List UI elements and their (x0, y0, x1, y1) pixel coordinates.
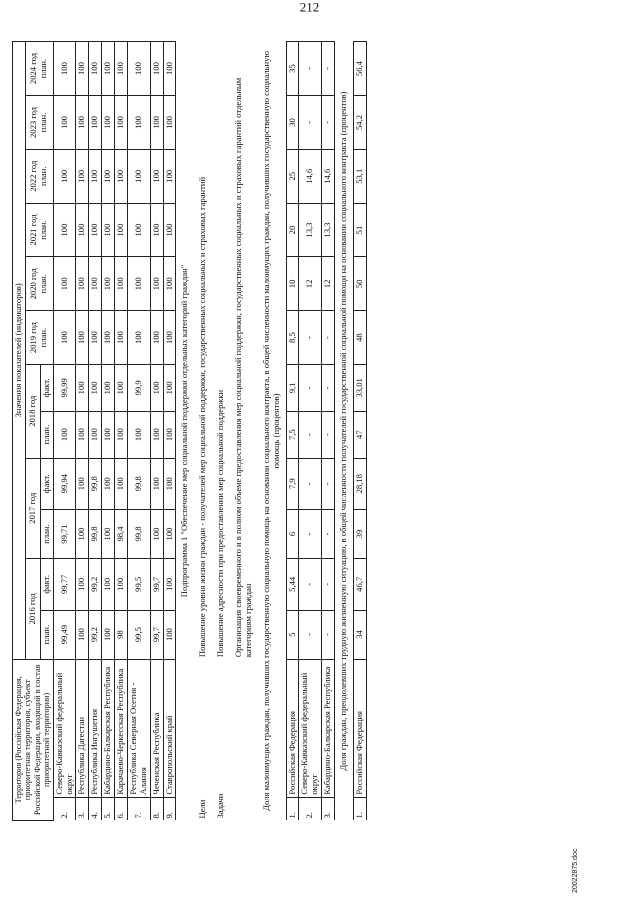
value-cell: 47 (353, 411, 366, 458)
value-cell: 100 (150, 149, 163, 203)
row-number: 4. (89, 797, 102, 820)
territory-name: Северо-Кавказский федеральный округ (53, 659, 76, 797)
sub-plan-2018: план. (40, 411, 53, 458)
value-cell: - (322, 559, 335, 610)
value-cell: 99,9 (127, 364, 150, 411)
value-cell: 100 (53, 203, 76, 257)
row-number: 5. (102, 797, 115, 820)
value-cell: 100 (115, 257, 128, 311)
value-cell: 6 (286, 509, 299, 558)
row-number: 3. (322, 797, 335, 820)
value-cell: 30 (286, 96, 299, 150)
value-cell: 12 (322, 257, 335, 311)
indicator-1-title: Доля малоимущих граждан, получивших государственную социальную помощь на основании социального контракта, в общей численности малоимущих граждан, получивших государственную социальную помощь (процентов) (260, 51, 281, 811)
value-cell: - (299, 509, 322, 558)
value-cell: 100 (102, 364, 115, 411)
row-number: 7. (127, 797, 150, 820)
value-cell: 100 (102, 42, 115, 96)
value-cell: 100 (76, 509, 89, 558)
value-cell: 100 (150, 96, 163, 150)
subprogram-title: Подпрограмма 1 "Обеспечение мер социальной поддержки отдельных категорий граждан" (179, 264, 190, 598)
value-cell: 100 (89, 96, 102, 150)
value-cell: 56,4 (353, 42, 366, 96)
value-cell: 100 (163, 559, 176, 610)
value-cell: 100 (163, 149, 176, 203)
value-cell: - (299, 311, 322, 365)
value-cell: 99,71 (53, 509, 76, 558)
value-cell: 100 (89, 311, 102, 365)
value-cell: 34 (353, 610, 366, 659)
value-cell: 100 (127, 311, 150, 365)
value-cell: - (299, 559, 322, 610)
territory-name: Кабардино-Балкарская Республика (322, 659, 335, 797)
goals-label: Цели (197, 799, 208, 819)
sub-plan-2017: план. (40, 509, 53, 558)
row-number: 1. (353, 797, 366, 820)
value-cell: 7,9 (286, 458, 299, 509)
territory-header: Территория (Российская Федерация, приоритетная территория, субъект Российской Федерации, входящий в состав приоритетной территории) (13, 659, 54, 820)
rows-indicator-2 (353, 42, 366, 821)
value-cell: 100 (102, 96, 115, 150)
table-row (163, 42, 176, 821)
value-cell: 53,1 (353, 149, 366, 203)
territory-name: Кабардино-Балкарская Республика (102, 659, 115, 797)
value-cell: 100 (150, 411, 163, 458)
year-header-2017: 2017 год (25, 458, 40, 559)
plan-year-2019: 2019 год план. (25, 311, 53, 365)
year-header-2018: 2018 год (25, 364, 40, 458)
table-row (76, 42, 89, 821)
value-cell: 100 (163, 311, 176, 365)
value-cell: 25 (286, 149, 299, 203)
value-cell: 46,7 (353, 559, 366, 610)
value-cell: 100 (76, 149, 89, 203)
value-cell: 100 (76, 364, 89, 411)
value-cell: 14,6 (299, 149, 322, 203)
value-cell: 99,8 (89, 509, 102, 558)
value-cell: 13,3 (322, 203, 335, 257)
value-cell: 100 (76, 559, 89, 610)
sub-plan-2016: план. (40, 610, 53, 659)
value-cell: 100 (76, 257, 89, 311)
value-cell: 99,5 (127, 610, 150, 659)
value-cell: 100 (163, 42, 176, 96)
value-cell: - (299, 364, 322, 411)
value-cell: 100 (115, 149, 128, 203)
value-cell: 100 (102, 559, 115, 610)
value-cell: 100 (102, 610, 115, 659)
value-cell: 100 (150, 203, 163, 257)
value-cell: - (322, 411, 335, 458)
value-cell: 100 (150, 257, 163, 311)
value-cell: 9,1 (286, 364, 299, 411)
territory-name: Республика Дагестан (76, 659, 89, 797)
table-row (115, 42, 128, 821)
task-2: Организация своевременного и в полном объеме предоставления мер социальной поддержки, государственных социальных и страховых гарантий отдельным категориям граждан (233, 77, 253, 658)
value-cell: 100 (53, 311, 76, 365)
value-cell: 100 (163, 257, 176, 311)
value-cell: 100 (102, 411, 115, 458)
row-number: 2. (53, 797, 76, 820)
goals-text: Повышение уровня жизни граждан - получателей мер социальной поддержки, государственных социальных и страховых гарантий (197, 176, 208, 658)
value-cell: 13,3 (299, 203, 322, 257)
value-cell: 100 (127, 42, 150, 96)
rows-top (53, 42, 176, 821)
row-number: 1. (286, 797, 299, 820)
value-cell: 100 (76, 458, 89, 509)
value-cell: - (322, 458, 335, 509)
sub-fact-2018: факт. (40, 364, 53, 411)
value-cell: - (322, 42, 335, 96)
territory-name: Ставропольский край (163, 659, 176, 797)
value-cell: 99,99 (53, 364, 76, 411)
value-cell: - (322, 364, 335, 411)
value-cell: 54,2 (353, 96, 366, 150)
territory-name: Карачаево-Черкесская Республика (115, 659, 128, 797)
table-row (286, 42, 299, 821)
value-cell: 98,4 (115, 509, 128, 558)
value-cell: 100 (163, 364, 176, 411)
value-cell: - (299, 411, 322, 458)
value-cell: 100 (115, 311, 128, 365)
value-cell: 100 (163, 610, 176, 659)
row-number: 6. (115, 797, 128, 820)
value-cell: 100 (76, 610, 89, 659)
value-cell: 100 (53, 42, 76, 96)
table-row (299, 42, 322, 821)
value-cell: 100 (53, 149, 76, 203)
document-code: 20022875.doc (572, 848, 579, 893)
value-cell: 8,5 (286, 311, 299, 365)
values-title: Значения показателей (индикаторов) (13, 42, 26, 660)
value-cell: 99,49 (53, 610, 76, 659)
value-cell: 100 (150, 509, 163, 558)
table-row (353, 42, 366, 821)
table-row (102, 42, 115, 821)
tasks-label: Задачи (215, 793, 226, 819)
value-cell: 100 (53, 257, 76, 311)
value-cell: 99,8 (89, 458, 102, 509)
value-cell: 7,5 (286, 411, 299, 458)
table-row (150, 42, 163, 821)
territory-name: Республика Ингушетия (89, 659, 102, 797)
value-cell: 100 (53, 96, 76, 150)
value-cell: 100 (89, 257, 102, 311)
value-cell: 100 (163, 96, 176, 150)
value-cell: - (322, 509, 335, 558)
table-row (127, 42, 150, 821)
value-cell: 50 (353, 257, 366, 311)
task-1: Повышение адресности при предоставлении мер социальной поддержки (215, 389, 226, 658)
value-cell: 99,8 (127, 458, 150, 509)
value-cell: 100 (163, 458, 176, 509)
value-cell: 100 (102, 311, 115, 365)
value-cell: 5 (286, 610, 299, 659)
table-row (53, 42, 76, 821)
value-cell: 100 (163, 509, 176, 558)
table-row (322, 42, 335, 821)
value-cell: 100 (115, 364, 128, 411)
value-cell: 99,2 (89, 610, 102, 659)
value-cell: - (299, 96, 322, 150)
value-cell: 51 (353, 203, 366, 257)
value-cell: 100 (102, 149, 115, 203)
value-cell: - (322, 311, 335, 365)
value-cell: 100 (76, 42, 89, 96)
value-cell: 100 (163, 411, 176, 458)
value-cell: 100 (150, 42, 163, 96)
indicator-2-title: Доля граждан, преодолевших трудную жизненную ситуацию, в общей численности получателей государственной социальной помощи на основании социального контракта (процентов) (338, 91, 349, 771)
value-cell: 100 (102, 458, 115, 509)
sub-fact-2017: факт. (40, 458, 53, 509)
value-cell: 100 (150, 364, 163, 411)
value-cell: - (322, 610, 335, 659)
plan-year-2020: 2020 год план. (25, 257, 53, 311)
value-cell: 100 (89, 149, 102, 203)
indicators-table (12, 41, 367, 821)
value-cell: 100 (163, 203, 176, 257)
value-cell: 39 (353, 509, 366, 558)
rows-indicator-1 (286, 42, 335, 821)
value-cell: 100 (76, 96, 89, 150)
plan-year-2024: 2024 год план. (25, 42, 53, 96)
value-cell: 100 (127, 257, 150, 311)
plan-year-2021: 2021 год план. (25, 203, 53, 257)
value-cell: 100 (115, 96, 128, 150)
value-cell: 5,44 (286, 559, 299, 610)
rotated-page (12, 0, 622, 893)
territory-name: Северо-Кавказский федеральный округ (299, 659, 322, 797)
value-cell: - (322, 96, 335, 150)
value-cell: 35 (286, 42, 299, 96)
value-cell: - (299, 458, 322, 509)
value-cell: - (299, 610, 322, 659)
value-cell: 100 (89, 203, 102, 257)
value-cell: 100 (127, 149, 150, 203)
value-cell: 99,2 (89, 559, 102, 610)
value-cell: 99,7 (150, 559, 163, 610)
row-number: 3. (76, 797, 89, 820)
value-cell: 100 (102, 509, 115, 558)
subprogram-section (176, 42, 286, 821)
plan-year-2022: 2022 год план. (25, 149, 53, 203)
value-cell: 100 (127, 411, 150, 458)
value-cell: 100 (76, 411, 89, 458)
territory-name: Российская Федерация (286, 659, 299, 797)
value-cell: 100 (127, 96, 150, 150)
value-cell: 100 (76, 203, 89, 257)
page-number: 212 (299, 0, 320, 15)
value-cell: 100 (115, 411, 128, 458)
plan-year-2023: 2023 год план. (25, 96, 53, 150)
value-cell: 10 (286, 257, 299, 311)
value-cell: 100 (89, 42, 102, 96)
value-cell: 100 (127, 203, 150, 257)
value-cell: 100 (115, 203, 128, 257)
value-cell: 33,01 (353, 364, 366, 411)
value-cell: 100 (150, 311, 163, 365)
value-cell: 98 (115, 610, 128, 659)
value-cell: 99,7 (150, 610, 163, 659)
value-cell: 99,94 (53, 458, 76, 509)
year-header-2016: 2016 год (25, 559, 40, 660)
row-number: 9. (163, 797, 176, 820)
value-cell: 100 (115, 559, 128, 610)
value-cell: 100 (76, 311, 89, 365)
value-cell: 100 (150, 458, 163, 509)
value-cell: 100 (115, 458, 128, 509)
value-cell: 100 (102, 203, 115, 257)
territory-name: Чеченская Республика (150, 659, 163, 797)
table-row (89, 42, 102, 821)
value-cell: 48 (353, 311, 366, 365)
value-cell: 100 (89, 364, 102, 411)
value-cell: - (299, 42, 322, 96)
value-cell: 28,18 (353, 458, 366, 509)
territory-name: Республика Северная Осетия - Алания (127, 659, 150, 797)
value-cell: 99,5 (127, 559, 150, 610)
value-cell: 12 (299, 257, 322, 311)
value-cell: 100 (115, 42, 128, 96)
value-cell: 14,6 (322, 149, 335, 203)
sub-fact-2016: факт. (40, 559, 53, 610)
row-number: 2. (299, 797, 322, 820)
value-cell: 100 (89, 411, 102, 458)
value-cell: 99,77 (53, 559, 76, 610)
territory-name: Российская Федерация (353, 659, 366, 797)
value-cell: 100 (102, 257, 115, 311)
value-cell: 100 (53, 411, 76, 458)
value-cell: 20 (286, 203, 299, 257)
row-number: 8. (150, 797, 163, 820)
value-cell: 99,8 (127, 509, 150, 558)
